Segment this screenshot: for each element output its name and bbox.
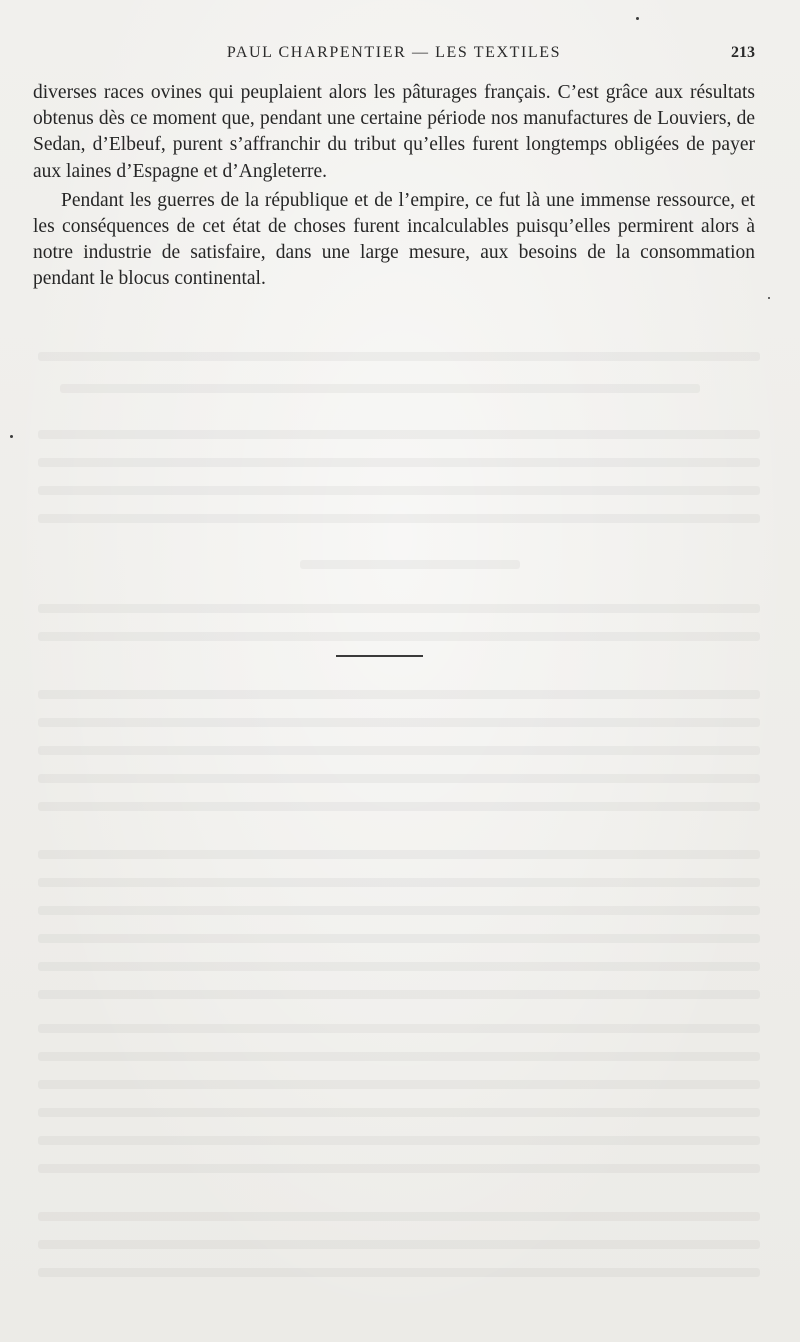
bleed-through-line bbox=[38, 1240, 760, 1249]
bleed-through-line bbox=[38, 690, 760, 699]
bleed-through-line bbox=[38, 990, 760, 999]
bleed-through-line bbox=[38, 718, 760, 727]
bleed-through-line bbox=[38, 906, 760, 915]
running-title: PAUL CHARPENTIER — LES TEXTILES bbox=[226, 44, 562, 61]
bleed-through-line bbox=[38, 850, 760, 859]
bleed-through-line bbox=[38, 1212, 760, 1221]
ink-speck bbox=[768, 297, 770, 299]
bleed-through-line bbox=[38, 430, 760, 439]
bleed-through-line bbox=[60, 384, 700, 393]
paragraph-continuation: diverses races ovines qui peuplaient alors les pâturages français. C’est grâce aux résultats obtenus dès ce moment que, pendant une certaine période nos manufactures de Louviers, de Sedan, d’Elbeuf, purent s’affranchir du tribut qu’elles furent longtemps obligées de payer aux laines d’Espagne et d’Angleterre. bbox=[33, 82, 755, 182]
bleed-through-line bbox=[38, 514, 760, 523]
running-head bbox=[33, 44, 755, 66]
bleed-through-line bbox=[38, 1108, 760, 1117]
bleed-through-line bbox=[38, 934, 760, 943]
bleed-through-line bbox=[300, 560, 520, 569]
bleed-through-line bbox=[38, 632, 760, 641]
ink-speck bbox=[10, 435, 13, 438]
ink-speck bbox=[636, 17, 639, 20]
bleed-through-line bbox=[38, 352, 760, 361]
bleed-through-line bbox=[38, 1080, 760, 1089]
bleed-through-line bbox=[38, 774, 760, 783]
bleed-through-line bbox=[38, 802, 760, 811]
bleed-through-line bbox=[38, 962, 760, 971]
paragraph-wars: Pendant les guerres de la république et de l’empire, ce fut là une immense ressource, et les conséquences de cet état de choses furent incalculables puisqu’elles permirent alors à notre industrie de satisfaire, dans une large mesure, aux besoins de la consommation pendant le blocus continental. bbox=[33, 189, 755, 290]
bleed-through-line bbox=[38, 746, 760, 755]
bleed-through-line bbox=[38, 1024, 760, 1033]
bleed-through-line bbox=[38, 604, 760, 613]
bleed-through-line bbox=[38, 878, 760, 887]
bleed-through-line bbox=[38, 1136, 760, 1145]
page-number: 213 bbox=[731, 44, 755, 61]
bleed-through-line bbox=[38, 486, 760, 495]
bleed-through-line bbox=[38, 1052, 760, 1061]
section-separator-rule bbox=[336, 655, 423, 657]
bleed-through-line bbox=[38, 1268, 760, 1277]
bleed-through-line bbox=[38, 458, 760, 467]
body-text bbox=[33, 80, 755, 293]
bleed-through-line bbox=[38, 1164, 760, 1173]
